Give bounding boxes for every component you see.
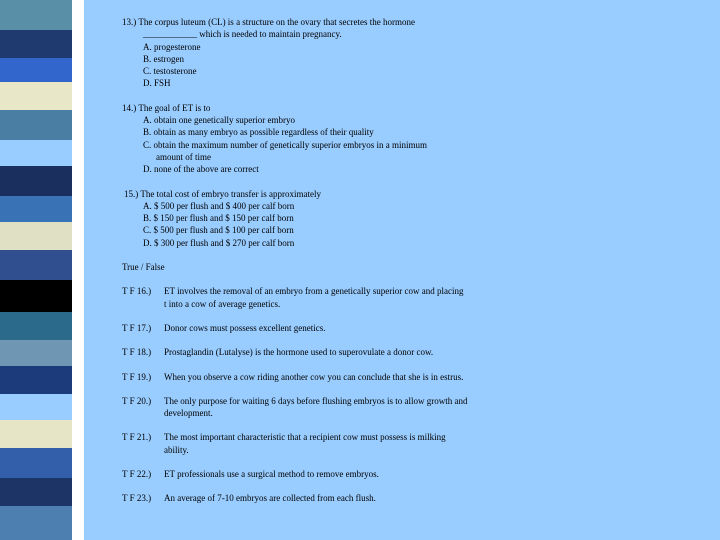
tf-number: T F 17.)	[122, 322, 152, 333]
q13-option-a: A. progesterone	[143, 41, 201, 52]
tf-statement: When you observe a cow riding another cow you can conclude that she is in estrus.	[164, 371, 464, 382]
q14-option-d: D. none of the above are correct	[143, 164, 259, 175]
q15-option-d: D. $ 300 per flush and $ 270 per calf born	[143, 237, 295, 248]
tf-statement: An average of 7-10 embryos are collected from each flush.	[164, 493, 376, 504]
tf-item-21	[122, 431, 712, 456]
tf-number: T F 19.)	[122, 371, 152, 382]
tf-statement: The most important characteristic that a recipient cow must possess is milking	[164, 432, 446, 443]
tf-statement-cont: ability.	[164, 444, 189, 455]
tf-item-16	[122, 285, 712, 310]
tf-statement-cont: development.	[164, 408, 213, 419]
tf-statement: The only purpose for waiting 6 days before flushing embryos is to allow growth and	[164, 395, 468, 406]
quiz-text	[122, 16, 712, 505]
q15-option-a: A. $ 500 per flush and $ 400 per calf born	[143, 200, 295, 211]
q13-stem: 13.) The corpus luteum (CL) is a structure on the ovary that secretes the hormone	[122, 17, 415, 27]
tf-item-23	[122, 492, 712, 504]
q14-stem: 14.) The goal of ET is to	[122, 102, 211, 113]
tf-statement: ET professionals use a surgical method to remove embryos.	[164, 469, 379, 480]
tf-statement: Donor cows must possess excellent genetics.	[164, 322, 326, 333]
tf-item-17	[122, 322, 712, 334]
q14-option-b: B. obtain as many embryo as possible regardless of their quality	[143, 127, 374, 138]
tf-number: T F 21.)	[122, 432, 152, 443]
tf-statement-cont: t into a cow of average genetics.	[164, 298, 281, 309]
q15-option-b: B. $ 150 per flush and $ 150 per calf born	[143, 213, 294, 224]
tf-item-19	[122, 371, 712, 383]
tf-item-20	[122, 395, 712, 420]
q14-option-a: A. obtain one genetically superior embryo	[143, 115, 295, 126]
decorative-stripe	[0, 0, 72, 540]
tf-statement: Prostaglandin (Lutalyse) is the hormone used to superovulate a donor cow.	[164, 347, 434, 358]
q15-stem: 15.) The total cost of embryo transfer is approximately	[124, 188, 322, 199]
tf-statement: ET involves the removal of an embryo from a genetically superior cow and placing	[164, 286, 464, 297]
tf-item-18	[122, 346, 712, 358]
tf-item-22	[122, 468, 712, 480]
tf-number: T F 18.)	[122, 347, 152, 358]
tf-heading: True / False	[122, 262, 165, 273]
q13-option-d: D. FSH	[143, 78, 171, 89]
q13-option-b: B. estrogen	[143, 53, 184, 64]
q15-option-c: C. $ 500 per flush and $ 100 per calf born	[143, 225, 294, 236]
tf-number: T F 16.)	[122, 286, 152, 297]
tf-number: T F 20.)	[122, 395, 152, 406]
q13-option-c: C. testosterone	[143, 66, 197, 77]
stripe-divider	[72, 0, 84, 540]
q14-option-c: C. obtain the maximum number of genetically superior embryos in a minimum	[143, 139, 427, 150]
tf-number: T F 22.)	[122, 469, 152, 480]
q14-option-c-cont: amount of time	[156, 151, 211, 162]
tf-number: T F 23.)	[122, 493, 152, 504]
q13-stem-cont: ____________ which is needed to maintain pregnancy.	[143, 29, 342, 40]
slide-content	[84, 0, 720, 540]
